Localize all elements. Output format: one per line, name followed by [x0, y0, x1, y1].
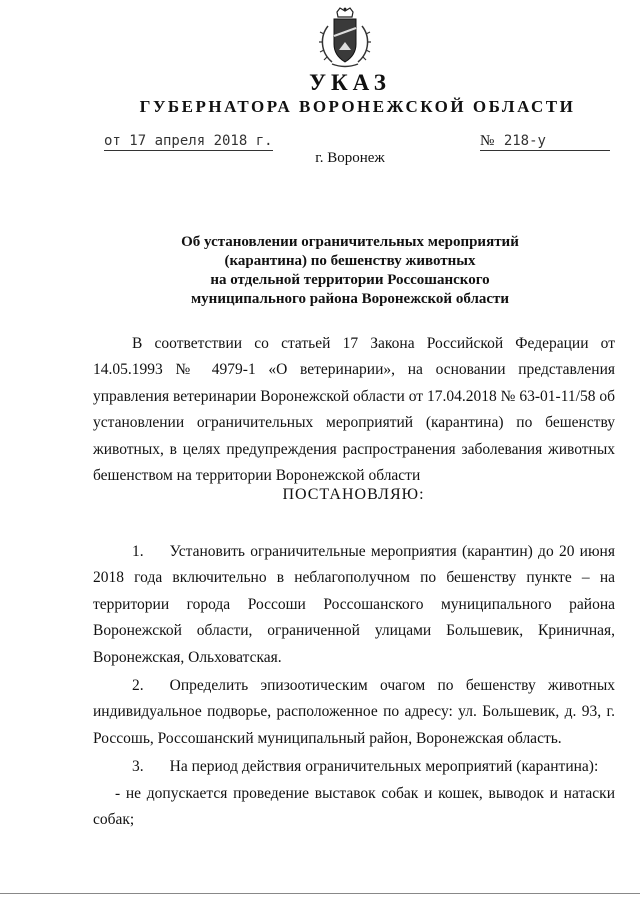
preamble-paragraph: В соответствии со статьей 17 Закона Российской Федерации от 14.05.1993 № 4979-1 «О ветеринарии», на основании представления управления ветеринарии Воронежской области от 17.04.2018 № 63-01-11/58 об установлении ограничительных мероприятий (карантина) по бешенству животных, в целях предупреждения распространения заболевания животных бешенством на территории Воронежской области	[93, 335, 615, 485]
decree-issuer: ГУБЕРНАТОРА ВОРОНЕЖСКОЙ ОБЛАСТИ	[139, 97, 576, 116]
sub-item: - не допускается проведение выставок собак и кошек, выводок и натаски собак;	[93, 784, 615, 829]
list-item-3	[93, 754, 615, 780]
item-number: 1.	[132, 543, 144, 560]
subject-line: (карантина) по бешенству животных	[224, 253, 476, 269]
decree-city: г. Воронеж	[315, 150, 385, 166]
item-text: На период действия ограничительных мероприятий (карантина):	[169, 758, 599, 776]
preamble-block	[93, 331, 615, 489]
subject-line: муниципального района Воронежской области	[190, 291, 510, 307]
number-sign: №	[480, 133, 495, 149]
page-bottom-rule	[0, 893, 640, 894]
item-number: 3.	[132, 758, 144, 776]
subject-line: Об установлении ограничительных мероприятий	[181, 234, 519, 250]
items-block	[93, 539, 615, 833]
item-number: 2.	[132, 677, 144, 695]
resolve-heading: ПОСТАНОВЛЯЮ:	[282, 486, 425, 503]
list-item-2	[93, 673, 615, 752]
decree-number-field	[480, 133, 610, 151]
item-text: Установить ограничительные мероприятия (карантин) до 20 июня 2018 года включительно в неблагополучном по бешенству пункте – на территории города Россоши Россошанского муниципального района Воронежской области, ограниченной улицами Большевик, Криничная, Воронежская, Ольховатская.	[93, 543, 615, 666]
coat-of-arms-icon	[310, 6, 380, 72]
list-item-1	[93, 539, 615, 671]
subject-line: на отдельной территории Россошанского	[210, 272, 490, 288]
decree-subject	[150, 233, 550, 309]
decree-title: УКАЗ	[309, 70, 391, 95]
item-text: Определить эпизоотическим очагом по бешенству животных индивидуальное подворье, расположенное по адресу: ул. Большевик, д. 93, г. Россошь, Россошанский муниципальный район, Воронежская область.	[93, 677, 615, 747]
decree-number: 218-у	[503, 133, 546, 149]
decree-date: от 17 апреля 2018 г.	[104, 133, 273, 149]
